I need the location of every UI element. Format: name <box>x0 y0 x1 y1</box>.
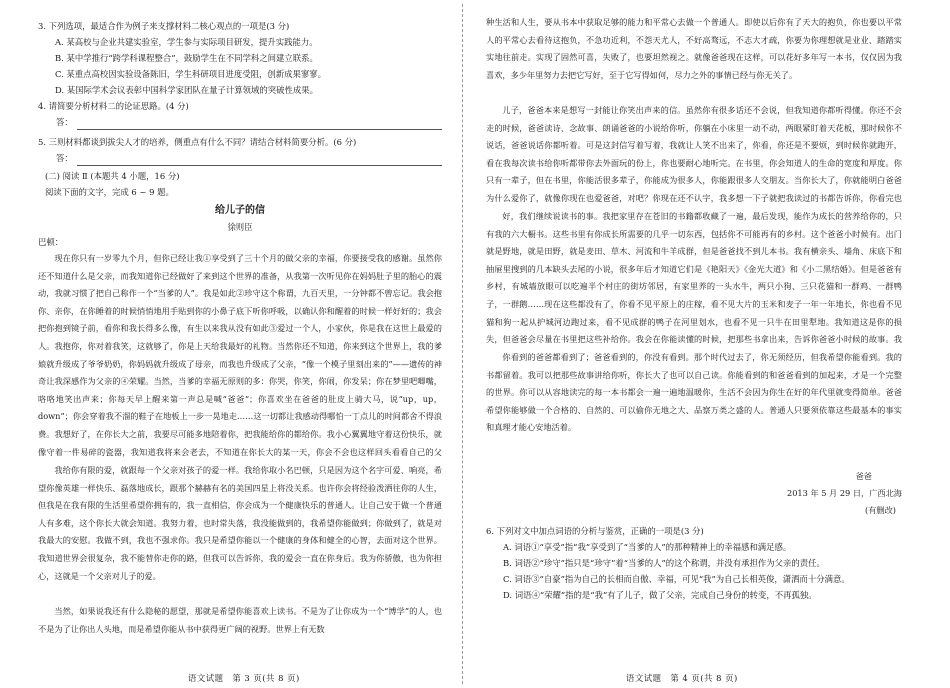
q5-answer[interactable] <box>38 150 442 166</box>
article-title: 给儿子的信 <box>215 205 265 216</box>
q6-option-c: C. 词语③“自豪”指为自己的长相而自傲、幸福，可见“我”为自己长相英俊，潇洒而十分满意。 <box>503 574 850 584</box>
paragraph: 好，我们继续说读书的事。我把家里存在苍旧的书籍都收藏了一遍，最后发现，能作为成长的营养给你的，只有我的六大橱书。这些书里有你成长所需要的几乎一切东西，包括你不可能再有的乡村。这个爸爸小时候有。出门就是野地，就是田野，就是麦田、草木、河流和牛羊成群，但是爸爸找不到儿本书。我有横亲头、墙角、床底下和抽屉里搜到的几本缺头去尾的小说，很多年后才知道它们是《艳阳天》《金光大道》和《小二黑结婚》。但是爸爸有乡村，有城墙放眼可以吃遍半个村庄的街坊邻居，有家里养的一头水牛，两只小狗、三只花猫和一群鸡、一群鸭子，一群鹅……现在这些都没有了，你看不见平原上的庄稼，看不见大片的玉米和麦子一年一年地长，你也看不见猫和狗一起从护城河边跑过来，看不见成群的鸭子在河里划水，也看不见一只牛在田里犁地。我知道这是你的损失，但爸爸会尽量在书里把这些补给你。我会在你能读懂的时候，把那些书拿出来，告诉你爸爸小时候的故事。我 <box>486 211 902 345</box>
q6-option-a: A. 词语①“享受”指“我”享受到了“当爹的人”的那种精神上的幸福感和满足感。 <box>503 542 792 552</box>
q3-option-c: C. 某重点高校因实验设备陈旧，学生科研项目进度受阻，创新成果寥寥。 <box>55 69 327 79</box>
page-footer: 语文试题 第 4 页(共 8 页) <box>626 673 738 683</box>
q4-answer-label: 答： <box>56 117 73 127</box>
q6-stem: 6. 下列对文中加点词语的分析与鉴赏，正确的一项是(3 分) <box>486 526 704 536</box>
paragraph: 现在你只有一岁零九个月，但你已经让我①享受到了三十个月的做父亲的幸福，你要接受我的感谢。虽然你还不知道什么是父亲，而我知道你已经做好了来到这个世界的准备，从我第一次听见你在妈妈肚子里的胎心的震动，我就习惯了把自己称作一个“当爹的人”。我是如此②珍守这个称谓，九百天里，一分钟都不曾忘记。我会抱你、亲你，在你睡着的时候悄悄地用手贴到你的小鼻子底下听你呼吸，以确认你和醒着的时候一样好好的；我会把你抱到镜子前，看你和我长得多么像，有生以来我从没有如此③爱过一个人，小家伙，你是我在这世上最爱的人。我抱你，你对着我笑，这就够了，你是上天给我最好的礼物。当然你还不知道，你来到这个世界上，我的爹娘就升级成了爷爷奶奶，你妈妈就升级成了母亲，而我也升级成了父亲，“像一个模子里刻出来的”——遗传的神奇让我深感作为父亲的④荣耀。当然，当爹的幸福无原则的多：你哭，你笑，你闹，你发呆；你在梦里吧唧嘴，咯咯地笑出声来；你每天早上醒来第一声总是喊“爸爸”；你喜欢坐在爸爸的肚皮上骑大马，说“up，up，down”；你会穿着我不溜的鞋子在地板上一步一晃地走……这一切都让我感动得哪怕一丁点儿的时间都舍不得浪费。我想好了，在你长大之前，我要尽可能多地陪着你，把我能给你的都给你。我小心翼翼地守着这份快乐，就像守着一件易碎的瓷器，我知道我将来会老去，不知道在你长大的某一天，你会不会也这样回头看看自己的父 <box>38 253 442 457</box>
q6-option-b: B. 词语②“珍守”指只是“珍守”着“当爹的人”的这个称谓，并没有承担作为父亲的责任。 <box>503 558 825 568</box>
salutation: 巴顿： <box>38 237 64 247</box>
paragraph: 你看到的爸爸都看到了；爸爸看到的，你没有看到。那个时代过去了，你无须经历，但我希望你能看到。我的书都留着。我可以把那些故事讲给你听，你长大了也可以自己读。你能看到的和爸爸看到的加起来，才是一个完整的世界。你可以从容地读完的每一本书都会一遍一遍地温暖你，生活不会因为你生在好的年代里就变得简单。爸爸希望你能够做一个合格的、自然的、可以偷你无地之大、品察万类之盛的人。普通人只要须依靠这些最基本的事实和真理才能心安地活着。 <box>486 352 902 433</box>
q4-answer-line <box>77 118 442 130</box>
q4-answer[interactable] <box>38 114 442 130</box>
q3-option-a: A. 某高校与企业共建实验室，学生参与实际项目研发，提升实践能力。 <box>55 37 318 47</box>
paragraph: 当然，如果说我还有什么隐秘的愿望，那就是希望你能喜欢上读书。不是为了让你成为一个“博学”的人，也不是为了让你出人头地，而是希望你能从书中获得更广阔的视野。世界上有无数 <box>38 606 442 634</box>
q4-stem: 4. 请简要分析材料二的论证思路。(4 分) <box>38 101 189 111</box>
article-body-left <box>38 250 442 645</box>
page-4 <box>486 0 902 688</box>
article-body-right <box>486 14 902 454</box>
page-footer: 语文试题 第 3 页(共 8 页) <box>188 673 300 683</box>
article-author: 徐则臣 <box>227 222 253 232</box>
section-heading: (二) 阅读 Ⅱ (本题共 4 小题，16 分) <box>45 171 180 181</box>
source-note: (有删改) <box>865 505 896 515</box>
signature-name: 爸爸 <box>855 471 872 481</box>
q3-stem: 3. 下列选项，最适合作为例子来支撑材料二核心观点的一项是(3 分) <box>38 21 290 31</box>
q3-option-b: B. 某中学推行“跨学科课程整合”，鼓励学生在不同学科之间建立联系。 <box>55 53 318 63</box>
q5-answer-label: 答： <box>56 153 73 163</box>
page-divider <box>462 4 463 684</box>
section-instruction: 阅读下面的文字，完成 6 ~ 9 题。 <box>45 187 174 197</box>
signature-date: 2013 年 5 月 29 日，广西北海 <box>787 488 902 498</box>
paragraph: 种生活和人生，要从书本中获取足够的能力和平常心去做一个普通人。即使以后你有了天大的抱负，你也要以平常人的平常心去看待这抱负，不急功近利，不怨天尤人，不好高骛远，不志大才疏，你要为你理想就是业业、踏踏实实地往前走。实现了固然可喜，失败了，也要坦然视之。就像爸爸现在这样，可以花好多年写一本书，仅仅因为我喜欢，多少年里努力去把它写好，至于它写得如何，尽力之外的事情已经与你无关了。 <box>486 17 902 80</box>
q3-option-d: D. 某国际学术会议表彰中国科学家团队在量子计算领域的突破性成果。 <box>55 85 318 95</box>
page-3 <box>38 0 442 688</box>
paragraph: 我给你有限的爱，就跟每一个父亲对孩子的爱一样。我给你取小名巴顿，只是因为这个名字可爱、响亮，希望你像英雄一样快乐、磊落地成长，跟那个赫赫有名的美国四星上将没关系。也许你会将经验泼洒往你的人生，但我是在我有限的生活里希望你拥有的，我一直相信，你会成为一个健康快乐的普通人。让自己安于做一个普通人有多难，这个你长大就会知道。我努力着，也时常失落，我没能做到的，我希望你能做到；你做到了，就是对我最大的安慰。我做不到，我也不强求你。我只是希望你能以一个健康的身体和健全的心智，去面对这个世界。我知道世界会很复杂，我不能替你走你的路，但我可以告诉你，我的爱会一直在你身后。我为你骄傲，也为你担心，这就是一个父亲对儿子的爱。 <box>38 465 442 581</box>
q5-stem: 5. 三则材料都谈到拔尖人才的培养，侧重点有什么不同？请结合材料简要分析。(6 分) <box>38 137 357 147</box>
q5-answer-line <box>77 154 442 166</box>
paragraph: 儿子，爸爸本来是想写一封能让你笑出声来的信。虽然你有很多话还不会说，但我知道你都听得懂。你还不会走的时候，爸爸读诗、念故事、朗诵爸爸的小说给你听，你躺在小床里一动不动，两眼紧盯着天花板，那时候你不说话，爸爸说话你都听着。可是这封信写着写着，我就让人笑不出来了，你看，你还是不要烦，到时候你就跑开，看在我每次读书给你听都带你去外面玩的份上，你也要耐心地听完。在书里，你会知道人的生命的宽度和厚度。你只有一辈子，但在书里，你能活很多辈子，你能成为很多人，你能跟很多人交朋友。当你长大了，你就能明白爸爸为什么爱你了，就像你现在也爱爸爸，对吧？你现在还不认字，我多想一下子就把我读过的书都告诉你，你看完也 <box>486 105 902 203</box>
q6-option-d: D. 词语④“荣耀”指的是“我”有了儿子，做了父亲，完成自己身份的转变，不再孤独。 <box>503 590 817 600</box>
